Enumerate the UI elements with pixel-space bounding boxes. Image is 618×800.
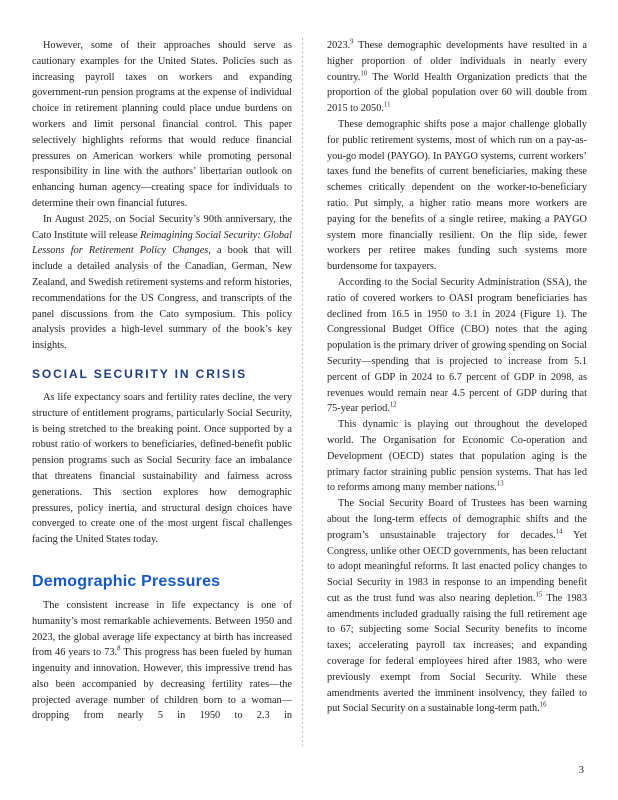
- section-heading-social-security-in-crisis: SOCIAL SECURITY IN CRISIS: [32, 366, 248, 381]
- paragraph: [327, 275, 587, 417]
- paragraph: [327, 496, 587, 717]
- paragraph: [327, 417, 587, 496]
- italic-book-title: Reimagining Social Security: Global Lessons for Retirement Policy Changes: [32, 229, 292, 257]
- subsection-heading-demographic-pressures: Demographic Pressures: [32, 572, 221, 590]
- paragraph: [32, 390, 292, 548]
- column-right: [327, 38, 587, 717]
- text-run: The Social Security Board of Trustees has been warning about the long-term effects of demographic shifts and the program’s unsustainable trajectory for decades.: [327, 498, 587, 541]
- text-run: The World Health Organization predicts that the proportion of the global population over 60 will double from 2015 to 2050.: [327, 71, 587, 115]
- text-run: Yet Congress, unlike other OECD governments, has been reluctant to adopt meaningful reforms. It last enacted policy changes to Social Security in 1983 in response to an impending benefit cut as the trust fund was also nearing depletion.: [327, 529, 588, 604]
- column-divider: [302, 38, 303, 746]
- footnote-ref: 12: [389, 401, 397, 409]
- text-run: These demographic developments have resulted in a higher proportion of older individuals in nearly every country.: [327, 40, 587, 83]
- footnote-ref: 10: [360, 70, 368, 78]
- text-run: , a book that will include a detailed analysis of the Canadian, German, New Zealand, and Swedish retirement systems and reform histories, recommendations for the US Congress, and transcripts of the panel discussions from the Cato symposium. This policy analysis provides a high-level summary of the book’s key insights.: [32, 245, 292, 352]
- two-column-text-area: [32, 38, 588, 746]
- footnote-ref: 13: [496, 480, 504, 488]
- footnote-ref: 11: [383, 101, 391, 109]
- paragraph: [32, 38, 292, 212]
- text-run: According to the Social Security Administration (SSA), the ratio of covered workers to OASI program beneficiaries has declined from 16.5 in 1950 to 3.1 in 2024 (Figure 1). The Congressional Budget Office (CBO) notes that the aging population is the primary driver of growing spending on Social Security—spending that is projected to increase from 5.1 percent of GDP in 2024 to 6.7 percent of GDP in 2098, as revenues would remain near 4.5 percent of GDP during that 75-year period.: [327, 276, 587, 415]
- text-run: The 1983 amendments included gradually raising the full retirement age to 67; subjecting some Social Security benefits to income taxes; accelerating payroll tax increases; and expanding coverage for federal employees hired after 1983, who were previously exempt from Social Security. While these amendments averted the imminent insolvency, they failed to put Social Security on a sustainable long-term path.: [327, 592, 587, 715]
- text-run: However, some of their approaches should serve as cautionary examples for the United States. Policies such as increasing payroll taxes on workers and expanding government-run pension programs at the expense of individual choice in retirement planning could place undue burdens on workers and limit personal financial control. This paper selectively highlights reforms that would reduce financial pressures on American workers while promoting personal responsibility in line with the authors’ libertarian outlook on enhancing human agency—creating space for individuals to determine their own financial futures.: [32, 40, 292, 209]
- footnote-ref: 9: [350, 38, 354, 46]
- footnote-ref: 15: [535, 591, 543, 599]
- text-run: This progress has been fueled by human ingenuity and innovation. However, this impressive trend has also been accompanied by decreasing fertility rates—the projected average number of children born to a woman—dropping from nearly 5 in 1950 to 2.3 in: [32, 647, 293, 722]
- text-run: 2023.: [327, 40, 351, 51]
- text-run: In August 2025, on Social Security’s 90th anniversary, the Cato Institute will release: [32, 213, 292, 241]
- paragraph: [327, 38, 587, 117]
- page-number: 3: [578, 764, 584, 776]
- column-left: [32, 38, 292, 724]
- paragraph: [32, 598, 292, 724]
- paragraph: [32, 212, 292, 354]
- footnote-ref: 16: [539, 702, 547, 710]
- text-run: These demographic shifts pose a major challenge globally for public retirement systems, most of which run on a pay-as-you-go model (PAYGO). In PAYGO systems, current workers’ taxes fund the benefits of current beneficiaries, making these schemes critically dependent on the worker-to-beneficiary ratio. Put simply, a higher ratio means more workers are paying for the benefits of a single retiree, making a PAYGO system more financially resilient. On the flip side, fewer workers per retiree makes funding such systems more burdensome for taxpayers.: [327, 118, 587, 273]
- footnote-ref: 8: [117, 645, 121, 653]
- text-run: The consistent increase in life expectancy is one of humanity’s most remarkable achievements. Between 1950 and 2023, the global average life expectancy at birth has increased from 46 years to 73.: [32, 599, 292, 659]
- footnote-ref: 14: [555, 528, 563, 536]
- text-run: As life expectancy soars and fertility rates decline, the very structure of entitlement programs, particularly Social Security, is being stretched to the breaking point. Once supported by a robust ratio of workers to beneficiaries, defined-benefit public pension programs such as Social Security face an imbalance that threatens financial sustainability and fairness across generations. This section explores how demographic pressures, policy inertia, and structural design choices have converged to create one of the most urgent fiscal challenges facing the United States today.: [32, 391, 292, 546]
- text-run: This dynamic is playing out throughout the developed world. The Organisation for Economic Co-operation and Development (OECD) states that population aging is the primary factor straining public pension systems. That has led to reforms among many member nations.: [327, 419, 587, 494]
- paragraph: [327, 117, 587, 275]
